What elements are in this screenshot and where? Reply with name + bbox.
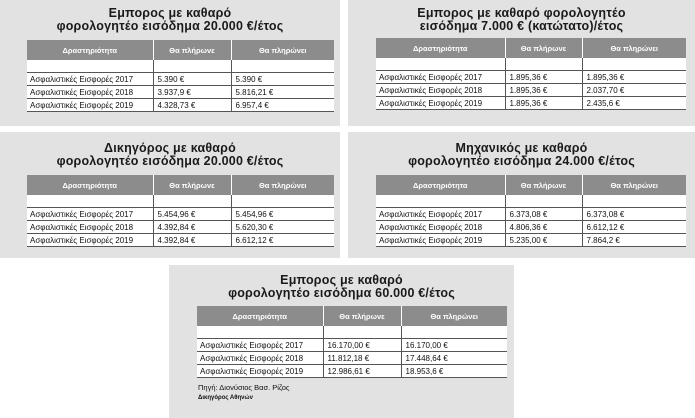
would-pay-value: 5.390 € [153,73,231,86]
would-pay-value: 1.895,36 € [505,97,582,110]
row-label: Ασφαλιστικές Εισφορές 2017 [27,208,153,221]
will-pay-value: 5.816,21 € [231,86,334,99]
row-label: Ασφαλιστικές Εισφορές 2018 [27,86,153,99]
row-label: Ασφαλιστικές Εισφορές 2018 [197,352,323,365]
table-row [27,234,334,247]
will-pay-value: 6.373,08 € [582,208,686,221]
will-pay-value: 1.895,36 € [582,71,686,84]
table-row [27,86,334,99]
contributions-table [27,40,334,112]
panel-merchant-20000 [0,0,340,126]
panel-title-line1: Εμπορος με καθαρό φορολογητέο [417,6,626,20]
table-header-row [27,40,334,60]
table-header-row [376,38,686,58]
would-pay-value: 4.328,73 € [153,99,231,112]
will-pay-value: 17.448,64 € [401,352,507,365]
would-pay-value: 4.392,84 € [153,234,231,247]
table-row [376,84,686,97]
table-row [376,97,686,110]
panel-title-line1: Μηχανικός με καθαρό [455,141,588,155]
would-pay-value: 11.812,18 € [323,352,401,365]
contributions-table [27,175,334,247]
table-spacer-row [27,195,334,208]
table-spacer-row [376,58,686,71]
would-pay-value: 16.170,00 € [323,339,401,352]
source-subtitle: Δικηγόρος Αθηνών [198,395,253,401]
column-header-would-pay: Θα πλήρωνε [323,306,401,326]
panel-title-line2: φορολογητέο εισόδημα 60.000 €/έτος [228,286,455,300]
will-pay-value: 2.037,70 € [582,84,686,97]
table-spacer-row [376,195,686,208]
panel-title-line2: φορολογητέο εισόδημα 20.000 €/έτος [56,19,284,33]
table-spacer-row [27,60,334,73]
panel-title-line1: Εμπορος με καθαρό [108,6,232,20]
row-label: Ασφαλιστικές Εισφορές 2018 [27,221,153,234]
would-pay-value: 12.986,61 € [323,365,401,378]
will-pay-value: 16.170,00 € [401,339,507,352]
would-pay-value: 1.895,36 € [505,84,582,97]
will-pay-value: 6.957,4 € [231,99,334,112]
row-label: Ασφαλιστικές Εισφορές 2017 [376,71,505,84]
row-label: Ασφαλιστικές Εισφορές 2019 [27,234,153,247]
contributions-table [376,38,686,110]
panel-engineer-24000 [348,132,695,258]
panel-title-line1: Εμπορος με καθαρό [280,273,403,287]
will-pay-value: 6.612,12 € [582,221,686,234]
table-row [376,208,686,221]
row-label: Ασφαλιστικές Εισφορές 2019 [376,234,505,247]
table-row [376,71,686,84]
panel-title [348,7,695,33]
table-row [27,221,334,234]
table-row [27,208,334,221]
panel-title-line2: φορολογητέο εισόδημα 20.000 €/έτος [56,154,284,168]
will-pay-value: 5.620,30 € [231,221,334,234]
column-header-activity: Δραστηριότητα [27,175,153,195]
will-pay-value: 2.435,6 € [582,97,686,110]
would-pay-value: 5.235,00 € [505,234,582,247]
row-label: Ασφαλιστικές Εισφορές 2017 [27,73,153,86]
would-pay-value: 3.937,9 € [153,86,231,99]
panel-title-line2: εισόδημα 7.000 € (κατώτατο)/έτος [419,19,624,33]
column-header-activity: Δραστηριότητα [376,175,505,195]
column-header-would-pay: Θα πλήρωνε [153,175,231,195]
row-label: Ασφαλιστικές Εισφορές 2018 [376,84,505,97]
column-header-activity: Δραστηριότητα [27,40,153,60]
row-label: Ασφαλιστικές Εισφορές 2019 [27,99,153,112]
would-pay-value: 1.895,36 € [505,71,582,84]
column-header-would-pay: Θα πλήρωνε [505,175,582,195]
column-header-would-pay: Θα πλήρωνε [505,38,582,58]
column-header-will-pay: Θα πληρώνει [231,175,334,195]
table-header-row [197,306,507,326]
will-pay-value: 6.612,12 € [231,234,334,247]
contributions-table [197,306,507,378]
table-row [376,221,686,234]
panel-title-line2: φορολογητέο εισόδημα 24.000 €/έτος [408,154,635,168]
row-label: Ασφαλιστικές Εισφορές 2017 [376,208,505,221]
table-header-row [376,175,686,195]
will-pay-value: 5.454,96 € [231,208,334,221]
column-header-will-pay: Θα πληρώνει [582,38,686,58]
table-header-row [27,175,334,195]
row-label: Ασφαλιστικές Εισφορές 2017 [197,339,323,352]
panel-title [0,7,340,33]
column-header-will-pay: Θα πληρώνει [231,40,334,60]
would-pay-value: 4.392,84 € [153,221,231,234]
would-pay-value: 4.806,36 € [505,221,582,234]
table-row [376,234,686,247]
table-row [27,99,334,112]
column-header-activity: Δραστηριότητα [376,38,505,58]
panel-title-line1: Δικηγόρος με καθαρό [104,141,236,155]
table-row [197,365,507,378]
column-header-would-pay: Θα πλήρωνε [153,40,231,60]
column-header-will-pay: Θα πληρώνει [401,306,507,326]
will-pay-value: 7.864,2 € [582,234,686,247]
row-label: Ασφαλιστικές Εισφορές 2019 [197,365,323,378]
source-line: Πηγή: Διονύσιος Βασ. Ρίζος [198,383,290,392]
will-pay-value: 5.390 € [231,73,334,86]
panel-merchant-7000 [348,0,695,126]
panel-title [0,142,340,168]
column-header-activity: Δραστηριότητα [197,306,323,326]
source-credit [198,383,290,403]
column-header-will-pay: Θα πληρώνει [582,175,686,195]
table-row [197,352,507,365]
table-row [197,339,507,352]
would-pay-value: 6.373,08 € [505,208,582,221]
panel-lawyer-20000 [0,132,340,258]
row-label: Ασφαλιστικές Εισφορές 2019 [376,97,505,110]
would-pay-value: 5.454,96 € [153,208,231,221]
will-pay-value: 18.953,6 € [401,365,507,378]
table-spacer-row [197,326,507,339]
table-row [27,73,334,86]
row-label: Ασφαλιστικές Εισφορές 2018 [376,221,505,234]
contributions-table [376,175,686,247]
panel-title [348,142,695,168]
panel-merchant-60000 [169,265,514,418]
panel-title [169,274,514,300]
